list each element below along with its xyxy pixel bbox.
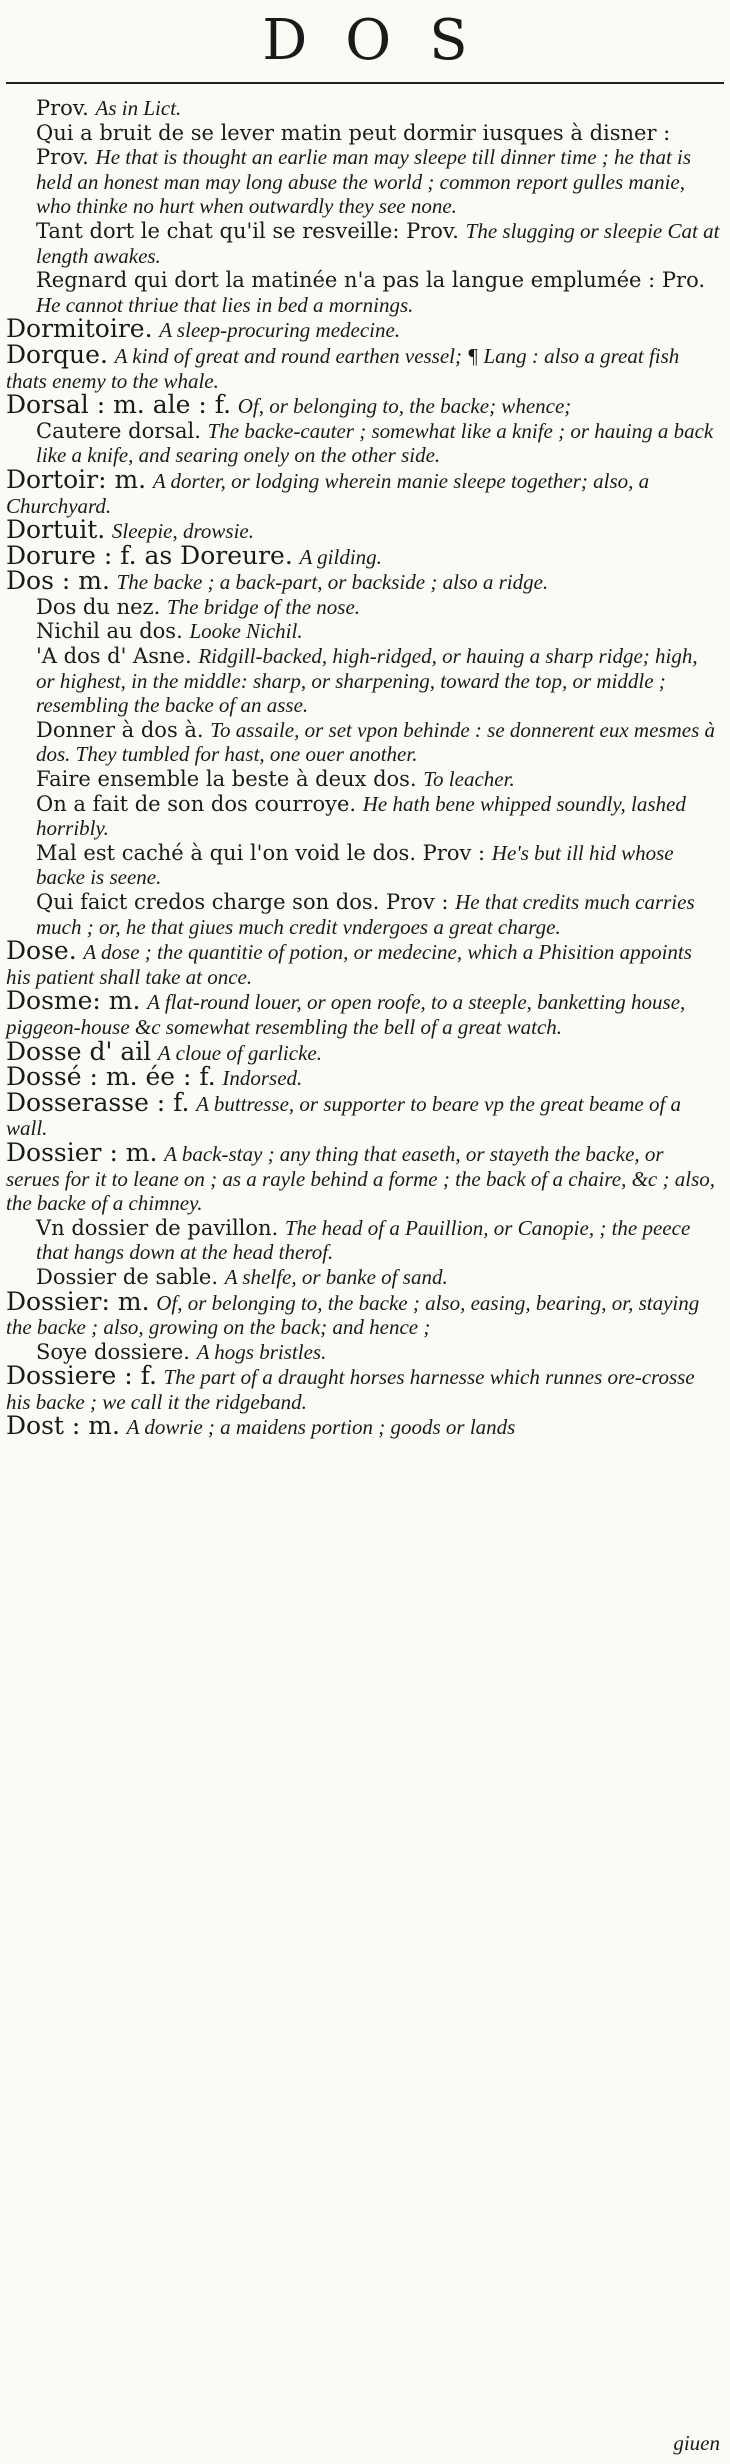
entry-headword: Dossier: m. (6, 1286, 150, 1316)
entry-headword: Dormitoire. (6, 314, 153, 344)
entry-headword: Tant dort le chat qu'il se resveille: Prov. (36, 218, 459, 243)
entry-definition: A shelfe, or banke of sand. (224, 1264, 448, 1289)
entry-headword: Dossé : m. ée : f. (6, 1062, 216, 1092)
entry-definition: He cannot thriue that lies in bed a mornings. (36, 292, 414, 317)
entry-headword: Dorsal : m. ale : f. (6, 390, 232, 420)
entry-definition: The backe-cauter ; somewhat like a knife ; or hauing a back like a knife, and searing onely on the other side. (36, 418, 714, 468)
entry-headword: Dossier de sable. (36, 1264, 218, 1289)
entry-definition: Of, or belonging to, the backe ; also, easing, bearing, or, staying the backe ; also, growing on the back; and hence ; (6, 1290, 700, 1340)
dictionary-entry (6, 792, 720, 841)
dictionary-entry (6, 339, 720, 393)
entry-definition: A cloue of garlicke. (157, 1040, 322, 1065)
entry-headword: Cautere dorsal. (36, 418, 201, 443)
entry-definition: A dowrie ; a maidens portion ; goods or lands (126, 1415, 516, 1440)
entry-headword: Dorque. (6, 339, 108, 369)
entry-headword: Dos : m. (6, 566, 110, 596)
entry-definition: A sleep-procuring medecine. (159, 318, 401, 343)
entry-headword: Qui a bruit de se lever matin peut dormir iusques à disner : Prov. (36, 120, 671, 170)
entry-headword: On a fait de son dos courroye. (36, 791, 357, 816)
entry-definition: A buttresse, or supporter to beare vp the great beame of a wall. (6, 1091, 682, 1141)
entry-headword: Qui faict credos charge son dos. Prov : (36, 890, 449, 914)
catchword: giuen (673, 2431, 720, 2455)
entry-definition: The slugging or sleepie Cat at length awakes. (36, 218, 720, 268)
entry-definition: A kind of great and round earthen vessel; ¶ Lang : also a great fish thats enemy to the whale. (6, 343, 680, 393)
entry-headword: Regnard qui dort la matinée n'a pas la langue emplumée : Pro. (36, 268, 706, 293)
entry-headword: Dorure : f. as Doreure. (6, 540, 293, 570)
entry-headword: Dost : m. (6, 1411, 120, 1441)
dictionary-entry (6, 644, 720, 718)
dictionary-entry (6, 619, 720, 644)
entry-definition: To leacher. (423, 767, 515, 792)
dictionary-entry (6, 96, 720, 121)
entry-headword: Dortoir: m. (6, 464, 147, 494)
entry-definition: A dose ; the quantitie of potion, or medecine, which a Phisition appoints his patient shall take at once. (6, 940, 692, 989)
entry-definition: He's but ill hid whose backe is seene. (36, 840, 674, 890)
entry-headword: Dossiere : f. (6, 1361, 157, 1391)
dictionary-entry (6, 1411, 720, 1441)
dictionary-entry (6, 936, 720, 989)
entry-headword: Vn dossier de pavillon. (36, 1215, 279, 1240)
entry-definition: He that is thought an earlie man may sleepe till dinner time ; he that is held an honest man may long abuse the world ; common report gulles manie, who thinke no hurt when outwardly they see none. (36, 145, 692, 219)
entry-headword: Faire ensemble la beste à deux dos. (36, 767, 417, 792)
entry-headword: Donner à dos à. (36, 717, 204, 742)
dictionary-entry (6, 986, 720, 1039)
entry-definition: As in Lict. (95, 96, 182, 120)
dictionary-entry (6, 1137, 720, 1216)
dictionary-entry (6, 540, 720, 570)
dictionary-entry (6, 219, 720, 268)
entry-definition: Sleepie, drowsie. (111, 519, 254, 544)
entry-headword: Dos du nez. (36, 594, 161, 619)
entry-headword: Dosse d' ail (6, 1036, 152, 1066)
entry-headword: Nichil au dos. (36, 619, 183, 644)
dictionary-entry (6, 1286, 720, 1340)
entry-definition: The part of a draught horses harnesse which runnes ore-crosse his backe ; we call it the ridgeband. (6, 1365, 695, 1414)
entry-definition: Of, or belonging to, the backe; whence; (237, 394, 572, 419)
dictionary-entry (6, 419, 720, 468)
entry-definition: A flat-round louer, or open roofe, to a steeple, banketting house, piggeon-house &c somewhat resembling the bell of a great watch. (6, 990, 686, 1039)
dictionary-entry (6, 1087, 720, 1141)
dictionary-entry (6, 890, 720, 939)
entry-definition: The head of a Pauillion, or Canopie, ; the peece that hangs down at the head therof. (36, 1215, 691, 1265)
dictionary-entry (6, 464, 720, 518)
dictionary-entry (6, 314, 720, 344)
running-head: DOS (262, 8, 506, 73)
entry-headword: Prov. (36, 96, 89, 120)
dictionary-entry (6, 566, 720, 596)
entry-definition: A back-stay ; any thing that easeth, or stayeth the backe, or serues for it to leane on ; as a rayle behind a forme ; the back of a chaire, &c ; also, the backe of a chimney. (6, 1141, 716, 1216)
dictionary-entry (6, 121, 720, 219)
entry-headword: Dortuit. (6, 515, 106, 545)
entry-definition: Ridgill-backed, high-ridged, or hauing a sharp ridge; high, or highest, in the middle: sharp, or sharpening, toward the top, or middle ; resembling the backe of an asse. (36, 644, 698, 718)
dictionary-entry (6, 1361, 720, 1414)
entry-headword: Soye dossiere. (36, 1339, 190, 1364)
entry-definition: He that credits much carries much ; or, he that giues much credit vndergoes a great charge. (36, 890, 695, 939)
entry-definition: He hath bene whipped soundly, lashed horribly. (36, 791, 686, 841)
entry-definition: To assaile, or set vpon behinde : se donnerent eux mesmes à dos. They tumbled for hast, one ouer another. (36, 717, 715, 767)
entry-definition: A gilding. (299, 544, 382, 569)
dictionary-entry (6, 1216, 720, 1265)
entry-definition: The bridge of the nose. (166, 594, 361, 619)
page-header (0, 8, 730, 78)
entry-headword: Dosme: m. (6, 986, 141, 1016)
dictionary-entry (6, 767, 720, 792)
header-rule (6, 82, 724, 84)
entry-definition: The backe ; a back-part, or backside ; also a ridge. (116, 570, 549, 595)
dictionary-entry (6, 390, 720, 420)
dictionary-entry (6, 268, 720, 317)
entry-headword: Dossier : m. (6, 1137, 158, 1167)
dictionary-entry (6, 718, 720, 767)
dictionary-entry (6, 595, 720, 620)
entry-definition: A hogs bristles. (196, 1339, 327, 1364)
entry-definition: A dorter, or lodging wherein manie sleepe together; also, a Churchyard. (6, 468, 650, 518)
dictionary-entry (6, 841, 720, 890)
entry-definition: Looke Nichil. (189, 619, 303, 644)
entry-definition: Indorsed. (222, 1066, 303, 1091)
entry-headword: 'A dos d' Asne. (36, 644, 192, 669)
entry-headword: Dose. (6, 936, 77, 966)
entry-headword: Dosserasse : f. (6, 1087, 190, 1117)
entry-headword: Mal est caché à qui l'on void le dos. Prov : (36, 840, 486, 865)
dictionary-entries (6, 96, 720, 1440)
